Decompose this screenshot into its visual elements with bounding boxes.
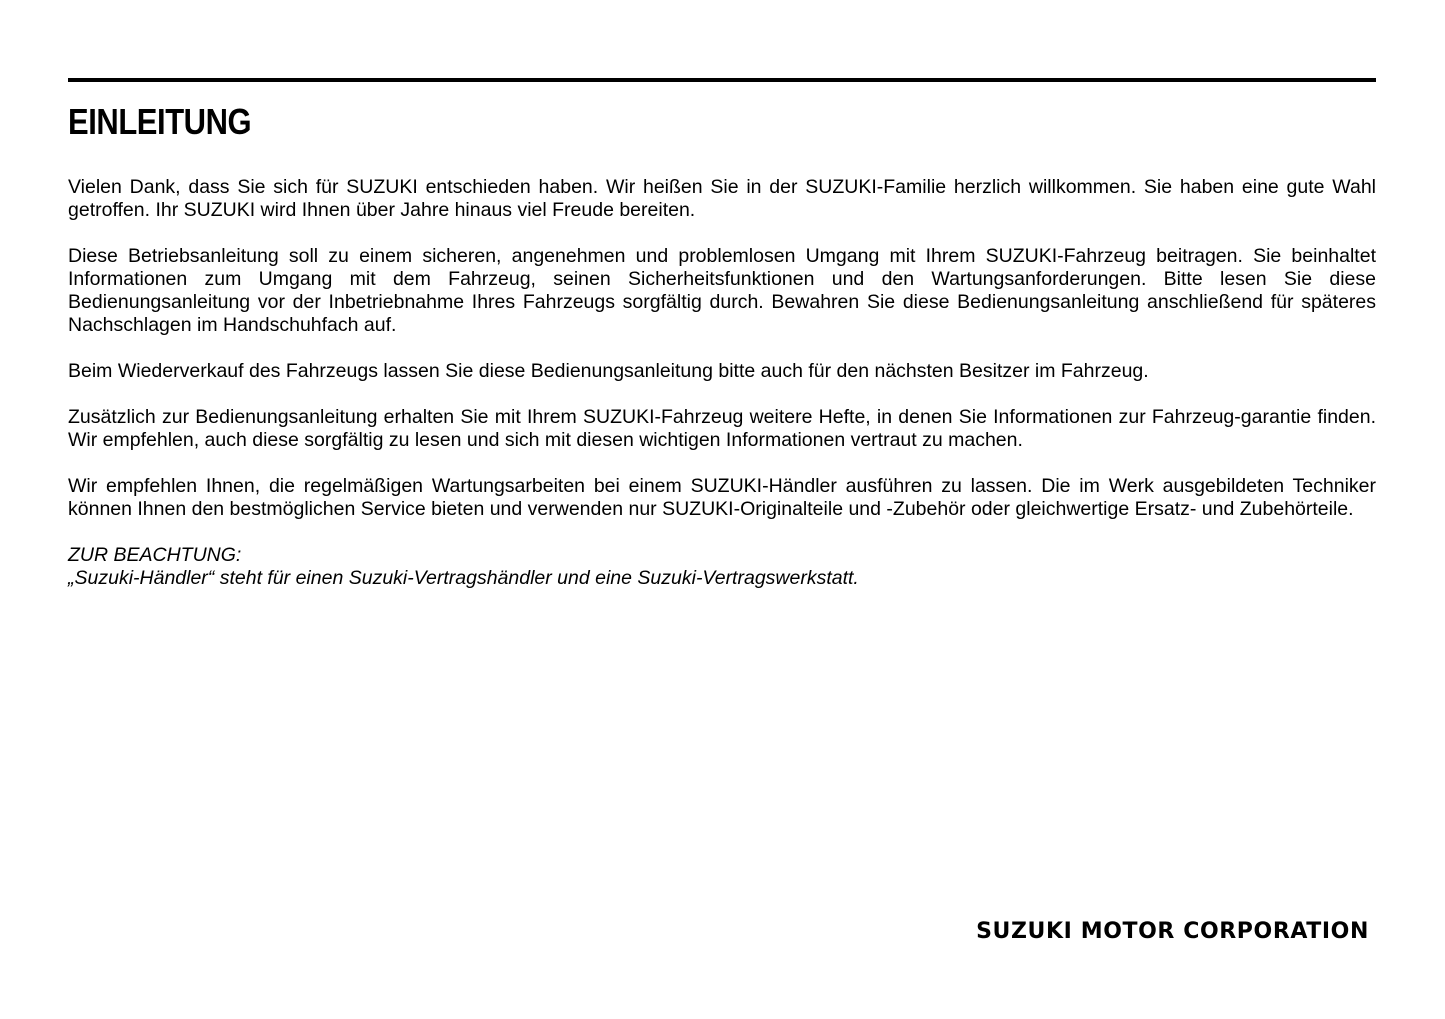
note-text: „Suzuki-Händler“ steht für einen Suzuki-Vertragshändler und eine Suzuki-Vertragswerkstatt. xyxy=(68,567,859,589)
paragraph-maintenance: Wir empfehlen Ihnen, die regelmäßigen Wartungsarbeiten bei einem SUZUKI-Händler ausführen zu lassen. Die im Werk ausgebildeten Techniker können Ihnen den bestmöglichen Service bieten und verwenden nur SUZUKI-Originalteile und -Zubehör oder gleichwertige Ersatz- und Zubehörteile. xyxy=(68,475,1376,520)
note-block xyxy=(68,544,1376,590)
note-heading: ZUR BEACHTUNG: xyxy=(68,544,242,566)
page-title: EINLEITUNG xyxy=(68,101,252,142)
top-divider xyxy=(68,78,1376,82)
paragraph-manual-purpose: Diese Betriebsanleitung soll zu einem sicheren, angenehmen und problemlosen Umgang mit Ihrem SUZUKI-Fahrzeug beitragen. Sie beinhaltet Informationen zum Umgang mit dem Fahrzeug, seinen Sicherheitsfunktionen und den Wartungsanforderungen. Bitte lesen Sie diese Bedienungsanleitung vor der Inbetriebnahme Ihres Fahrzeugs sorgfältig durch. Bewahren Sie diese Bedienungsanleitung anschließend für späteres Nachschlagen im Handschuhfach auf. xyxy=(68,245,1376,336)
paragraph-welcome: Vielen Dank, dass Sie sich für SUZUKI entschieden haben. Wir heißen Sie in der SUZUKI-Familie herzlich willkommen. Sie haben eine gute Wahl getroffen. Ihr SUZUKI wird Ihnen über Jahre hinaus viel Freude bereiten. xyxy=(68,176,1376,221)
paragraph-resale: Beim Wiederverkauf des Fahrzeugs lassen Sie diese Bedienungsanleitung bitte auch für den nächsten Besitzer im Fahrzeug. xyxy=(68,360,1149,382)
intro-text xyxy=(68,176,1376,590)
corporation-logo-text: SUZUKI MOTOR CORPORATION xyxy=(976,919,1369,944)
paragraph-warranty-booklets: Zusätzlich zur Bedienungsanleitung erhalten Sie mit Ihrem SUZUKI-Fahrzeug weitere Hefte, in denen Sie Informationen zur Fahrzeug-garantie finden. Wir empfehlen, auch diese sorgfältig zu lesen und sich mit diesen wichtigen Informationen vertraut zu machen. xyxy=(68,406,1376,451)
